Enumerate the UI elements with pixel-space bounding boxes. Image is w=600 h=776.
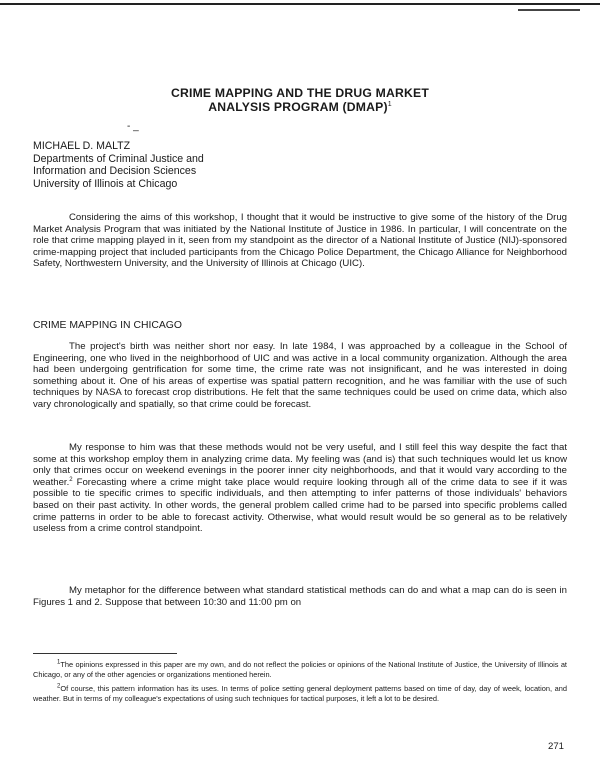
paragraph-3-footnote-mark: 2 (69, 476, 73, 483)
author-affiliation-2: Information and Decision Sciences (33, 165, 197, 178)
scan-edge-line (0, 3, 600, 5)
scan-edge-mark (518, 9, 580, 11)
author-affiliation-1: Departments of Criminal Justice and (33, 152, 204, 165)
author-block (33, 140, 204, 190)
title-footnote-mark: 1 (387, 100, 392, 108)
paragraph-3 (33, 442, 567, 535)
footnote-2-text: Of course, this pattern information has its uses. In terms of police setting general deployment patterns based on time of day, day of week, location, and weather. But in terms of my colleague's expectations of using such techniques for tactical purposes, it left a lot to be desired. (33, 684, 567, 703)
footnote-1 (33, 660, 567, 679)
paragraph-3-part-b: Forecasting where a crime might take place would require looking through all of the crime data to see if it was possible to tie specific crimes to specific individuals, and then attempting to infer patterns of those individuals' behaviors based on their past activity. In other words, the general problem called crime had to be parsed into specific problems called crime patterns in order to be able to forecast activity. Otherwise, what would result would be so general as to be relatively useless from a crime control standpoint. (33, 476, 567, 535)
paragraph-2: The project's birth was neither short nor easy. In late 1984, I was approached by a colleague in the School of Engineering, one who lived in the neighborhood of UIC and was active in a local community organization. Although the area had been undergoing gentrification for some time, the crime rate was not insignificant, and he was interested in doing something about it. One of his areas of expertise was spatial pattern recognition, and he was familiar with the use of such techniques by NASA to forecast crop distributions. He felt that the same techniques could be used on crime data, which also vary chronologically and spatially, so that crime could be forecast. (33, 341, 567, 410)
dash-mark: - _ (127, 121, 139, 132)
paragraph-4: My metaphor for the difference between what standard statistical methods can do and what a map can do is seen in Figures 1 and 2. Suppose that between 10:30 and 11:00 pm on (33, 585, 567, 608)
footnote-rule (33, 653, 177, 654)
section-heading: CRIME MAPPING IN CHICAGO (33, 320, 182, 331)
author-name: MICHAEL D. MALTZ (33, 140, 131, 152)
paragraph-3-part-a: My response to him was that these methods would not be very useful, and I still feel this way despite the fact that some at this workshop employ them in analyzing crime data. My feeling was (and is) that such techniques would let us know only that crimes occur on weekend evenings in the poorer inner city neighborhoods, and that it would vary according to the weather. (33, 442, 567, 488)
footnote-1-text: The opinions expressed in this paper are my own, and do not reflect the policies or opinions of the National Institute of Justice, the University of Illinois at Chicago, or any of the other agencies or organizations mentioned herein. (33, 660, 567, 679)
author-affiliation-3: University of Illinois at Chicago (33, 177, 178, 190)
title-line-1: CRIME MAPPING AND THE DRUG MARKET (170, 86, 430, 100)
footnote-1-mark: 1 (57, 659, 61, 666)
title-line-2 (0, 100, 600, 114)
footnote-2-mark: 2 (57, 683, 61, 690)
page-number: 271 (548, 741, 565, 752)
title-line-2-text: ANALYSIS PROGRAM (DMAP) (208, 100, 388, 114)
intro-paragraph: Considering the aims of this workshop, I thought that it would be instructive to give some of the history of the Drug Market Analysis Program that was initiated by the National Institute of Justice in 1986. In particular, I will concentrate on the role that crime mapping played in it, seen from my standpoint as the director of a National Institute of Justice (NIJ)-sponsored crime-mapping project that included participants from the Chicago Police Department, the Chicago Alliance for Neighborhood Safety, Northwestern University, and the University of Illinois at Chicago (UIC). (33, 212, 567, 270)
footnote-2 (33, 684, 567, 703)
